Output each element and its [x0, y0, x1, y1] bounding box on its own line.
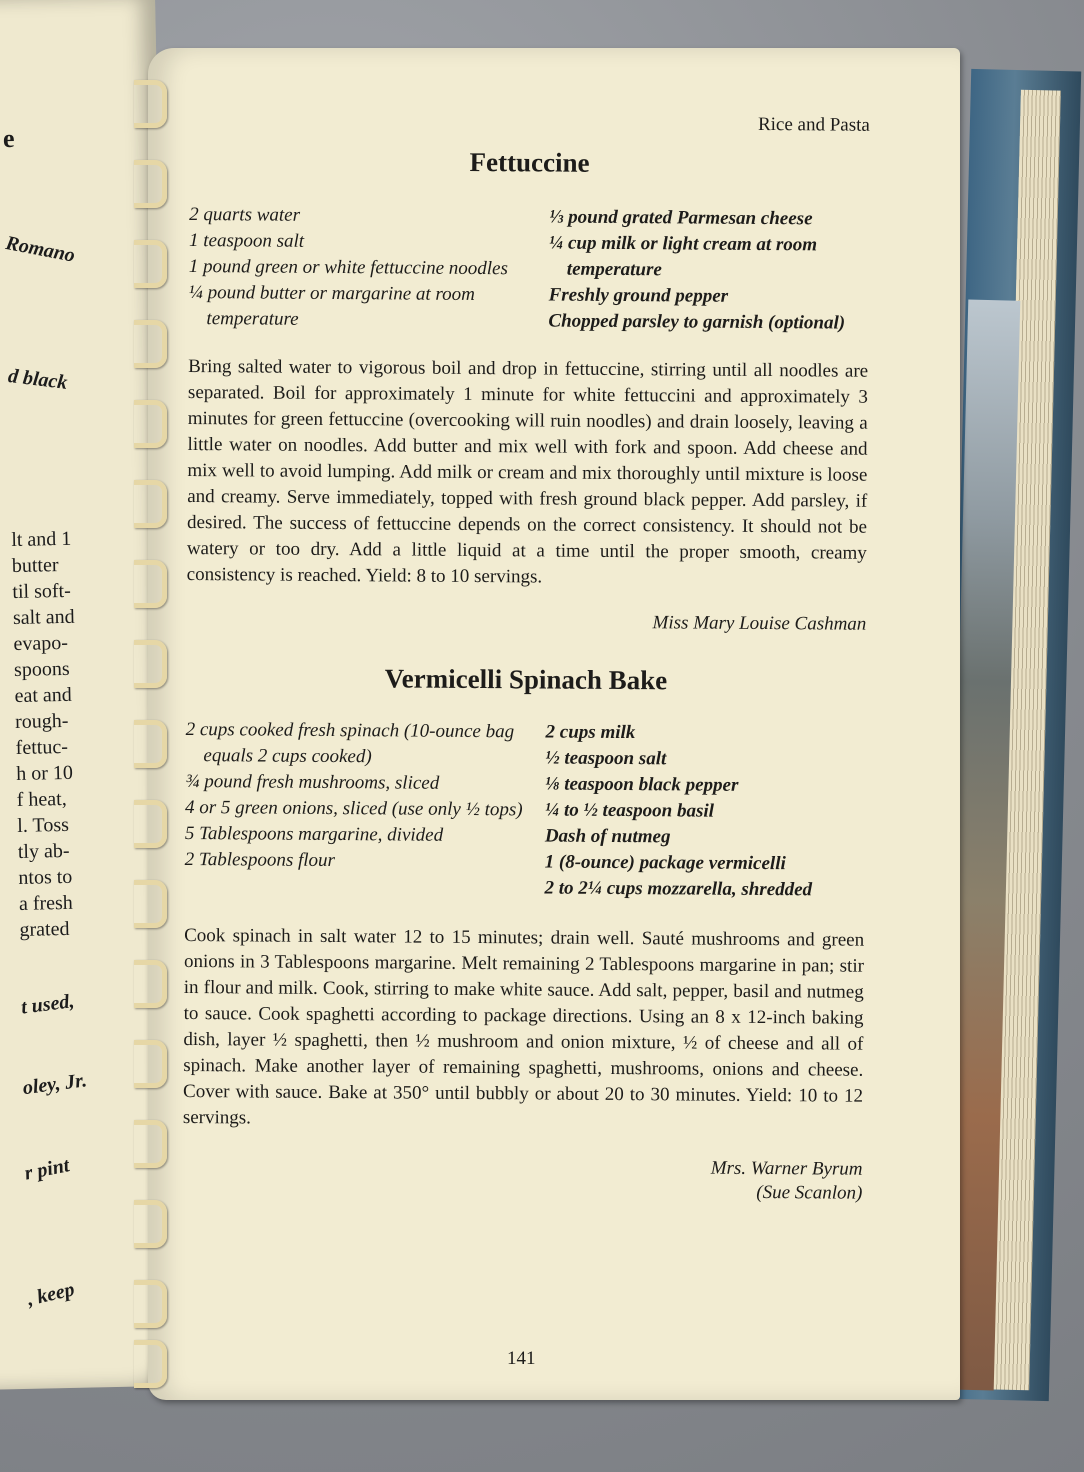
left-fragment: ntos to	[18, 865, 73, 889]
spiral-binding	[134, 80, 166, 1380]
ingredient-item: ¾ pound fresh mushrooms, sliced	[185, 770, 440, 794]
recipe-directions: Cook spinach in salt water 12 to 15 minutes; drain well. Sauté mushrooms and green onions in 3 Tablespoons margarine. Melt remaining 2 Tablespoons margarine in pan; stir in flour and milk. Cook, stirring to make white sauce. Add salt, pepper, basil and nutmeg to sauce. Cook spaghetti according to package directions. Using an 8 x 12-inch baking dish, layer ½ spaghetti, then ½ mushroom and onion mixture, ½ of cheese and all of spinach. Make another layer of remaining spaghetti, mushrooms, onions and cheese. Cover with sauce. Bake at 350° until bubbly or about 20 to 30 minutes. Yield: 10 to 12 servings.	[182, 924, 865, 1129]
recipe-title: Vermicelli Spinach Bake	[384, 663, 668, 696]
left-fragment: Romano	[3, 232, 77, 267]
left-fragment: l. Toss	[17, 813, 70, 837]
section-header: Rice and Pasta	[757, 113, 870, 136]
left-fragment: h or 10	[15, 761, 74, 785]
ingredient-item: 2 cups cooked fresh spinach (10-ounce bag equals 2 cups cooked)	[185, 718, 515, 768]
ingredient-item: Dash of nutmeg	[544, 825, 671, 848]
ingredient-list	[188, 202, 869, 337]
left-fragment: a fresh	[18, 891, 74, 915]
ingredient-item: 1 pound green or white fettuccine noodles	[188, 255, 508, 280]
left-fragment: e	[2, 123, 15, 154]
left-fragment: , keep	[25, 1278, 77, 1311]
ingredient-item: 1 teaspoon salt	[188, 229, 305, 252]
binding-ring	[134, 640, 167, 688]
recipe-vermicelli-spinach-bake	[182, 662, 866, 1206]
left-fragment: oley, Jr.	[21, 1069, 89, 1100]
binding-ring	[134, 960, 167, 1008]
recipe-credit	[182, 1153, 862, 1206]
binding-ring	[134, 1200, 167, 1248]
binding-ring	[134, 240, 167, 288]
left-fragment: salt and	[12, 605, 75, 630]
binding-ring	[134, 560, 167, 608]
left-fragment: f heat,	[16, 787, 67, 811]
left-fragment: tly ab-	[17, 839, 70, 863]
page-number: 141	[507, 1348, 536, 1369]
left-fragment: evapo-	[13, 631, 69, 656]
ingredient-column-left	[188, 202, 509, 334]
left-fragment: rough-	[14, 709, 69, 734]
recipe-title: Fettuccine	[469, 146, 590, 178]
binding-ring	[134, 1120, 167, 1168]
ingredient-item: Chopped parsley to garnish (optional)	[548, 310, 846, 334]
ingredient-item: 4 or 5 green onions, sliced (use only ½ tops)	[184, 796, 523, 821]
binding-ring	[134, 1280, 167, 1328]
ingredient-item: ¼ pound butter or margarine at room temperature	[188, 281, 475, 330]
binding-ring	[134, 400, 167, 448]
ingredient-item: 2 cups milk	[545, 721, 636, 744]
page-content	[182, 100, 870, 1206]
left-fragment: fettuc-	[15, 735, 69, 759]
left-fragment: grated	[19, 917, 70, 941]
ingredient-item: Freshly ground pepper	[548, 284, 729, 307]
ingredient-item: 2 Tablespoons flour	[184, 848, 336, 872]
ingredient-item: 2 to 2¼ cups mozzarella, shredded	[544, 877, 813, 901]
recipe-fettuccine	[186, 100, 870, 637]
ingredient-item: 1 (8-ounce) package vermicelli	[544, 851, 786, 875]
binding-ring	[134, 720, 167, 768]
ingredient-column-right	[544, 719, 865, 903]
ingredient-column-left	[184, 717, 525, 901]
ingredient-column-right	[548, 205, 869, 337]
ingredient-list	[184, 717, 865, 904]
ingredient-item: 5 Tablespoons margarine, divided	[184, 822, 444, 846]
binding-ring	[134, 1340, 167, 1388]
binding-ring	[134, 1040, 167, 1088]
ingredient-item: ⅓ pound grated Parmesan cheese	[549, 206, 813, 230]
left-fragment: butter	[11, 554, 59, 578]
ingredient-item: ⅛ teaspoon black pepper	[545, 773, 739, 796]
left-fragment: lt and 1	[11, 527, 72, 552]
left-fragment: eat and	[14, 683, 72, 708]
left-fragment: r pint	[22, 1154, 72, 1185]
ingredient-item: 2 quarts water	[189, 203, 301, 226]
credit-line: Miss Mary Louise Cashman	[652, 612, 867, 635]
binding-ring	[134, 160, 167, 208]
binding-ring	[134, 80, 167, 128]
binding-ring	[134, 480, 167, 528]
credit-line: Mrs. Warner Byrum	[710, 1157, 863, 1180]
ingredient-item: ¼ cup milk or light cream at room temperature	[548, 232, 818, 281]
left-fragment: d black	[6, 365, 69, 394]
recipe-directions: Bring salted water to vigorous boil and drop in fettuccine, stirring until all noodles are separated. Boil for approximately 1 minute for white fettuccini and approximately 3 minutes for green fettuccine (overcooking will ruin noodles) and drain loosely, leaving a little water on noodles. Add butter and mix well with fork and spoon. Add cheese and mix well to avoid lumping. Add milk or cream and mix thoroughly until mixture is loose and creamy. Serve immediately, topped with fresh ground black pepper. Add parsley, if desired. The success of fettuccine depends on the correct consistency. It should not be watery or too dry. Add a little liquid at a time until the proper smooth, creamy consistency is reached. Yield: 8 to 10 servings.	[186, 355, 869, 588]
binding-ring	[134, 880, 167, 928]
left-fragment: til soft-	[12, 579, 71, 604]
binding-ring	[134, 320, 167, 368]
left-fragment: spoons	[13, 657, 70, 682]
ingredient-item: ½ teaspoon salt	[545, 747, 667, 770]
ingredient-item: ¼ to ½ teaspoon basil	[544, 799, 715, 822]
recipe-credit	[186, 608, 866, 637]
left-fragment: t used,	[19, 990, 76, 1019]
credit-line: (Sue Scanlon)	[756, 1181, 863, 1204]
binding-ring	[134, 800, 167, 848]
